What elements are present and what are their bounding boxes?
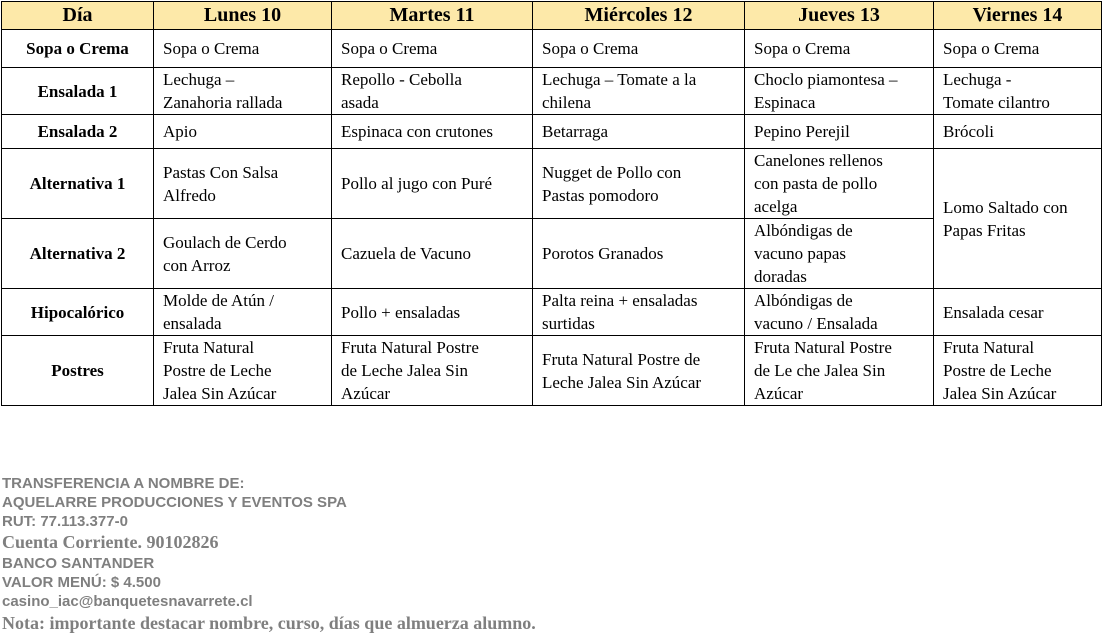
menu-cell: Brócoli [934, 115, 1102, 149]
menu-cell: Repollo - Cebolla asada [332, 68, 533, 115]
row-label: Sopa o Crema [2, 30, 154, 68]
menu-cell: Goulach de Cerdo con Arroz [154, 219, 332, 289]
menu-cell: Pepino Perejil [745, 115, 934, 149]
menu-cell: Pollo + ensaladas [332, 289, 533, 336]
row-label: Hipocalórico [2, 289, 154, 336]
bank-name: BANCO SANTANDER [2, 555, 155, 572]
menu-cell: Fruta Natural Postre de Leche Jalea Sin Azúcar [154, 336, 332, 406]
row-label: Alternativa 1 [2, 149, 154, 219]
row-postres [2, 336, 1102, 406]
menu-cell: Lechuga – Tomate a la chilena [533, 68, 745, 115]
menu-cell: Pastas Con Salsa Alfredo [154, 149, 332, 219]
header-day: Día [2, 2, 154, 30]
row-label: Ensalada 2 [2, 115, 154, 149]
row-ensalada-2 [2, 115, 1102, 149]
account-number: Cuenta Corriente. 90102826 [2, 532, 219, 552]
contact-email: casino_iac@banquetesnavarrete.cl [2, 593, 253, 610]
menu-price: VALOR MENÚ: $ 4.500 [2, 574, 161, 591]
menu-cell: Betarraga [533, 115, 745, 149]
menu-cell: Sopa o Crema [745, 30, 934, 68]
menu-cell: Apio [154, 115, 332, 149]
menu-cell: Palta reina + ensaladas surtidas [533, 289, 745, 336]
header-row [2, 2, 1102, 30]
menu-cell: Nugget de Pollo con Pastas pomodoro [533, 149, 745, 219]
transfer-title: TRANSFERENCIA A NOMBRE DE: [2, 475, 245, 492]
menu-cell: Fruta Natural Postre de Leche Jalea Sin Azúcar [533, 336, 745, 406]
weekly-menu-table [1, 1, 1102, 406]
row-ensalada-1 [2, 68, 1102, 115]
header-wednesday: Miércoles 12 [533, 2, 745, 30]
header-thursday: Jueves 13 [745, 2, 934, 30]
menu-cell: Canelones rellenos con pasta de pollo acelga [745, 149, 934, 219]
menu-cell: Molde de Atún / ensalada [154, 289, 332, 336]
menu-cell: Porotos Granados [533, 219, 745, 289]
row-hipocalorico [2, 289, 1102, 336]
menu-cell: Ensalada cesar [934, 289, 1102, 336]
menu-cell: Fruta Natural Postre de Le che Jalea Sin Azúcar [745, 336, 934, 406]
menu-cell: Pollo al jugo con Puré [332, 149, 533, 219]
row-label: Postres [2, 336, 154, 406]
menu-cell: Espinaca con crutones [332, 115, 533, 149]
payment-info [2, 474, 1002, 635]
menu-cell-merged: Lomo Saltado con Papas Fritas [934, 149, 1102, 289]
menu-cell: Cazuela de Vacuno [332, 219, 533, 289]
menu-cell: Fruta Natural Postre de Leche Jalea Sin Azúcar [332, 336, 533, 406]
menu-cell: Lechuga – Zanahoria rallada [154, 68, 332, 115]
row-label: Alternativa 2 [2, 219, 154, 289]
menu-cell: Sopa o Crema [533, 30, 745, 68]
menu-cell: Lechuga - Tomate cilantro [934, 68, 1102, 115]
row-sopa [2, 30, 1102, 68]
header-tuesday: Martes 11 [332, 2, 533, 30]
company-name: AQUELARRE PRODUCCIONES Y EVENTOS SPA [2, 494, 347, 511]
menu-cell: Albóndigas de vacuno papas doradas [745, 219, 934, 289]
menu-cell: Sopa o Crema [332, 30, 533, 68]
menu-cell: Choclo piamontesa – Espinaca [745, 68, 934, 115]
menu-cell: Fruta Natural Postre de Leche Jalea Sin Azúcar [934, 336, 1102, 406]
footer-note: Nota: importante destacar nombre, curso, días que almuerza alumno. [2, 613, 536, 633]
rut-number: RUT: 77.113.377-0 [2, 513, 128, 530]
row-label: Ensalada 1 [2, 68, 154, 115]
header-monday: Lunes 10 [154, 2, 332, 30]
menu-cell: Sopa o Crema [154, 30, 332, 68]
menu-cell: Sopa o Crema [934, 30, 1102, 68]
menu-cell: Albóndigas de vacuno / Ensalada [745, 289, 934, 336]
header-friday: Viernes 14 [934, 2, 1102, 30]
row-alternativa-1 [2, 149, 1102, 219]
